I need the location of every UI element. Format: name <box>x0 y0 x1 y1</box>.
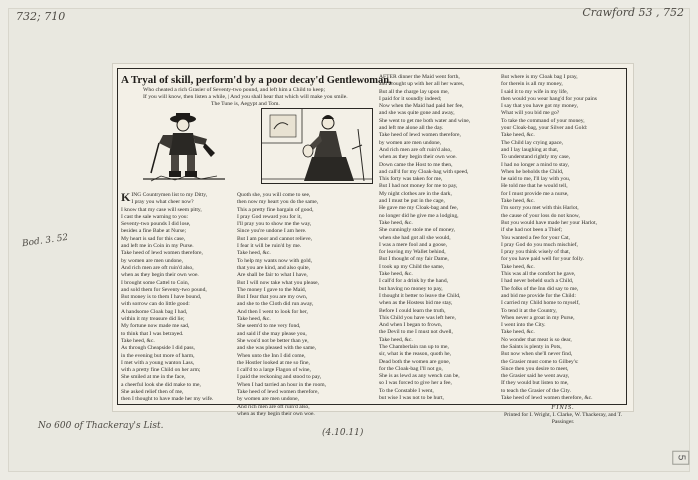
verse-column-2 <box>237 192 365 418</box>
verse-line: And then I went to look for her, <box>237 308 308 315</box>
verse-line: and she to the Cloth did run away, <box>237 301 314 308</box>
verse-line: and left me in Coin in my Purse. <box>121 243 194 250</box>
verse-line: when as the Hostess bid me stay, <box>379 300 453 307</box>
verse-line: But where is my Cloak bag I pray, <box>501 74 578 80</box>
title-lead: A Tryal of skill, <box>121 74 194 86</box>
verse-line: She smiled at me in the face, <box>121 374 186 381</box>
verse-line: No wonder that meat is so dear, <box>501 336 572 343</box>
verse-line: and she was pleased with the same, <box>237 345 317 352</box>
verse-line: Take heed of lewd women therefore, <box>379 132 461 139</box>
corner-number: 5 <box>673 451 690 465</box>
verse-line: I pray God reward you for it, <box>237 213 302 220</box>
verse-line: when as they begin their own woe. <box>237 410 315 417</box>
verse-line: AFTER dinner the Maid went forth, <box>379 74 460 80</box>
ballad-title <box>121 74 392 86</box>
verse-line: I say that you have got my money, <box>501 103 579 110</box>
verse-line: I was a mere fool and a goose, <box>379 241 448 248</box>
ballad-sheet <box>113 64 633 425</box>
woodcut-gentlewoman <box>261 108 373 184</box>
verse-line: to teach the Grasier of the City. <box>501 387 572 394</box>
woodcut-countryman <box>141 109 227 185</box>
verse-line: Down came the Host to me then, <box>379 161 453 168</box>
verse-line: then now my heart you do the same, <box>237 199 319 206</box>
verse-line: with a pretty fine Child on her arm; <box>121 367 201 374</box>
verse-line: Take heed, &c. <box>501 132 535 139</box>
verse-line: To take the command of your money, <box>501 117 585 124</box>
verse-line: and brought up with her all her wares, <box>379 81 465 88</box>
verse-line: for I must provide me a nurse, <box>501 190 569 197</box>
verse-line: She asked relief then of me, <box>121 389 184 396</box>
verse-line: Take heed, &c. <box>379 271 413 278</box>
verse-line: Take heed of lewd women therefore, <box>237 389 319 396</box>
verse-line: But I will now take what you please, <box>237 279 320 286</box>
verse-line: and call'd for my Cloak-bag with speed, <box>379 168 469 175</box>
verse-line: your Cloak-bag, your Silver and Gold: <box>501 125 588 132</box>
verse-line: Take heed, &c. <box>121 337 155 344</box>
verse-line: within it my treasure did lie; <box>121 316 185 323</box>
verse-line: I went into the City. <box>501 322 546 329</box>
verse-line: I fear it will be ruin'd by me. <box>237 243 302 250</box>
verse-line: sir, what is the reason, quoth he, <box>379 351 452 358</box>
verse-line: in the evening but more of harm, <box>121 352 195 359</box>
verse-line: by women are men undone, <box>237 396 299 403</box>
verse-line: Take heed, &c. <box>501 198 535 205</box>
verse-line: the Grasier said he went away, <box>501 373 570 380</box>
verse-line: She seem'd to me very fond, <box>237 323 301 330</box>
verse-line: But money is to them I have bound, <box>121 294 202 301</box>
verse-line: for you have paid well for your folly. <box>501 256 584 263</box>
verse-line: When never a groat in my Purse, <box>501 314 575 321</box>
verse-line: She wou'd not be better than ye, <box>237 337 309 344</box>
verse-line: My heart is sad for this case, <box>121 235 186 242</box>
verse-line: To understand rightly my case, <box>501 154 571 161</box>
verse-column-4 <box>501 74 625 426</box>
verse-line: I'll pray you to show me the way, <box>237 221 312 228</box>
verse-column-3 <box>379 74 497 402</box>
verse-line: This forty was taken for me, <box>379 176 443 183</box>
verse-line: Seventy-two pounds I did lose, <box>121 221 191 228</box>
verse-line: As through Cheapside I did pass, <box>121 345 195 352</box>
verse-line: for the Cloak-bag I'll not go, <box>379 365 443 372</box>
verse-line: then would you wear hang'd for your pains <box>501 95 597 102</box>
verse-line: But all the charge lay upon me, <box>379 88 449 95</box>
verse-line: The folks of the Inn did say to me, <box>501 285 579 292</box>
verse-line: I took up my Child the same, <box>379 263 445 270</box>
verse-line: the cause of your loss do not know, <box>501 212 580 219</box>
verse-line: the Hostler looked at me so fine, <box>237 359 310 366</box>
verse-line: for therein is all my money, <box>501 81 563 88</box>
verse-line: I said it to my wife in my life, <box>501 88 568 95</box>
verse-line: for leaving my Wallet behind, <box>379 249 446 256</box>
verse-line: Take heed, &c. <box>237 250 271 257</box>
verse-line: and said if she may please you, <box>237 330 307 337</box>
verse-line: I pray God do you much mischief, <box>501 241 578 248</box>
verse-line: And when I began to frown, <box>379 322 443 329</box>
annotation-top-right: Crawford 53 , 752 <box>582 6 684 19</box>
drop-cap: K <box>121 190 131 204</box>
imprint: Printed for I. Wright, I. Clarke, W. Thackeray, and T. Passinger. <box>504 411 622 425</box>
verse-line: What will you bid me go? <box>501 110 560 117</box>
verse-line: and I must be put in the cage, <box>379 198 445 205</box>
verse-line: I brought some Cattel to Coin, <box>121 279 190 286</box>
verse-line: She cunningly stole me of money, <box>379 227 456 234</box>
verse-line: But now when she'll never find, <box>501 351 573 358</box>
verse-line: I had never beheld such a Child, <box>501 278 574 285</box>
verse-line: a cheerful look she did make to me, <box>121 381 201 388</box>
verse-line: This Child you have was left here, <box>379 314 456 321</box>
verse-line: And rich men are oft ruin'd also, <box>379 146 452 153</box>
verse-column-1 <box>121 192 233 404</box>
title-rest: perform'd by a poor decay'd Gentlewoman, <box>193 75 392 86</box>
verse-line: Quoth she, you will come to see, <box>237 192 311 198</box>
ballad-subtitle-2: If you will know, then listen a while, | And you shall hear that which will make you smile. <box>143 94 348 100</box>
verse-line: but having no money to pay, <box>379 285 443 292</box>
ballad-tune: The Tune is, Aegypt and Tom. <box>211 101 280 107</box>
verse-line: When I had tarried an hour in the room, <box>237 381 327 388</box>
verse-line: so I was forced to give her a fee, <box>379 380 452 387</box>
verse-line: ING Countrymen list to my Ditty, <box>131 192 208 198</box>
verse-line: To help my wants now with gold, <box>237 257 312 264</box>
verse-line: the Grasier must come to Gilbey's: <box>501 358 579 365</box>
verse-line: Take heed, &c. <box>501 329 535 336</box>
verse-line: the Saints is plenty in Pots, <box>501 343 562 350</box>
verse-line: but wise I was not to be hurt, <box>379 395 444 402</box>
verse-line: The Chamberlain ran up to me, <box>379 343 449 350</box>
verse-line: and sold them for Seventy-two pound, <box>121 286 207 293</box>
verse-line: and bid me provide for the Child: <box>501 292 576 299</box>
verse-line: My fortune now made me sad, <box>121 323 190 330</box>
verse-line: when as they begin their own woe. <box>121 272 199 279</box>
verse-line: and left me alone all the day. <box>379 125 444 132</box>
verse-line: the Devil to me I must not dwell, <box>379 329 453 336</box>
verse-line: when she had got all she would, <box>379 234 451 241</box>
verse-line: Take heed, &c. <box>501 263 535 270</box>
verse-line: I'm sorry you met with this Harlot, <box>501 205 579 212</box>
verse-line: by women are men undone, <box>121 257 183 264</box>
verse-line: Dead both the women are gone, <box>379 358 451 365</box>
verse-line: Now when the Maid had paid her fee, <box>379 103 464 110</box>
verse-line: The Child lay crying apace, <box>501 139 563 146</box>
verse-line: When he beholds the Child, <box>501 168 564 175</box>
verse-line: Are shall be fair to what I have, <box>237 272 308 279</box>
verse-line: with sorrow can do little good: <box>121 301 190 308</box>
annotation-left-margin: Bod. 3. 52 <box>21 232 69 250</box>
verse-line: and I lay laughing at that, <box>501 146 559 153</box>
verse-line: Take heed, &c. <box>237 316 271 323</box>
verse-line: Since then you desire to meet, <box>501 365 569 372</box>
verse-line: then I thought to have made her my wife. <box>121 396 214 403</box>
ballad-subtitle-1: Who cheated a rich Grasier of Seventy-two pound, and left him a Child to keep; <box>143 87 326 93</box>
verse-line: When unto the Inn I did come, <box>237 352 306 359</box>
verse-line: and she was quite gone and away, <box>379 110 455 117</box>
verse-line: To tend it at the Country, <box>501 307 557 314</box>
verse-line: I cast the sale warning to you: <box>121 213 189 220</box>
verse-line: he said to me, I'll lay with you, <box>501 176 571 183</box>
verse-line: You wanted a fee for your Cat, <box>501 234 570 241</box>
verse-line: This was all the comfort he gave, <box>501 271 576 278</box>
verse-line: I paid for it soundly indeed; <box>379 95 442 102</box>
verse-line: But you would have made her your Harlot, <box>501 219 598 226</box>
verse-line: I call'd for a drink by the hand, <box>379 278 449 285</box>
verse-line: She is as lewd as any wench can be, <box>379 373 460 380</box>
verse-line: I had no longer a mind to stay, <box>501 161 569 168</box>
verse-line: Take heed of lewd women therefore, &c. <box>501 395 593 402</box>
verse-line: Take heed, &c. <box>379 336 413 343</box>
verse-line: The money I gave to the Maid, <box>237 286 307 293</box>
verse-line: I pray you what cheer now? <box>131 199 194 206</box>
annotation-bottom-middle: (4.10.11) <box>322 428 364 438</box>
verse-line: if she had not been a Thief; <box>501 227 563 234</box>
verse-line: This a pretty fine bargain of good, <box>237 206 314 213</box>
verse-line: He gave me my Cloak-bag and fee, <box>379 205 459 212</box>
verse-line: And rich men are oft ruin'd also, <box>121 264 194 271</box>
verse-line: I call'd to a large Flagon of wine, <box>237 367 311 374</box>
verse-line: I paid the reckoning and stood to pay, <box>237 374 322 381</box>
verse-line: I carried my Child home to myself, <box>501 300 580 307</box>
verse-line: Since you're undone I am here. <box>237 228 307 235</box>
verse-line: by women are men undone, <box>379 139 441 146</box>
verse-line: She went to get me both water and wine, <box>379 117 471 124</box>
verse-line: besides a fine Babe at Nurse; <box>121 228 187 235</box>
finis-mark: FINIS. <box>551 404 575 412</box>
verse-line: And rich men are oft ruin'd also, <box>237 403 310 410</box>
verse-line: no longer did he give me a lodging, <box>379 212 459 219</box>
verse-line: But I had not money for me to pay, <box>379 183 458 190</box>
verse-line: I thought it better to leave the Child, <box>379 292 461 299</box>
annotation-top-left: 732; 710 <box>16 10 66 23</box>
verse-line: A handsome Cloak bag I had, <box>121 308 188 315</box>
verse-line: I met with a young wanton Lass, <box>121 359 195 366</box>
verse-line: Take heed, &c. <box>379 219 413 226</box>
verse-line: He told me that he would tell, <box>501 183 568 190</box>
verse-line: But I fear that you are my own, <box>237 294 308 301</box>
verse-line: that you are kind, and also quite, <box>237 264 311 271</box>
verse-line: I pray you think wisely of that, <box>501 249 571 256</box>
verse-line: Before I could learn the truth, <box>379 307 446 314</box>
verse-line: I know that my case will seem pitty, <box>121 206 202 213</box>
verse-line: Take heed of lewd women therefore, <box>121 250 203 257</box>
verse-line: But I am poor and cannot relieve, <box>237 235 313 242</box>
annotation-bottom-left: No 600 of Thackeray's List. <box>38 421 164 431</box>
verse-line: to think that I was betrayed. <box>121 330 184 337</box>
verse-line: To the Constable I went, <box>379 387 434 394</box>
verse-line: when as they begin their own woe. <box>379 154 457 161</box>
verse-line: But I thought of my fair Dame, <box>379 256 449 263</box>
verse-line: My night clothes are in the dark, <box>379 190 452 197</box>
verse-line: If they would but listen to me, <box>501 380 569 387</box>
